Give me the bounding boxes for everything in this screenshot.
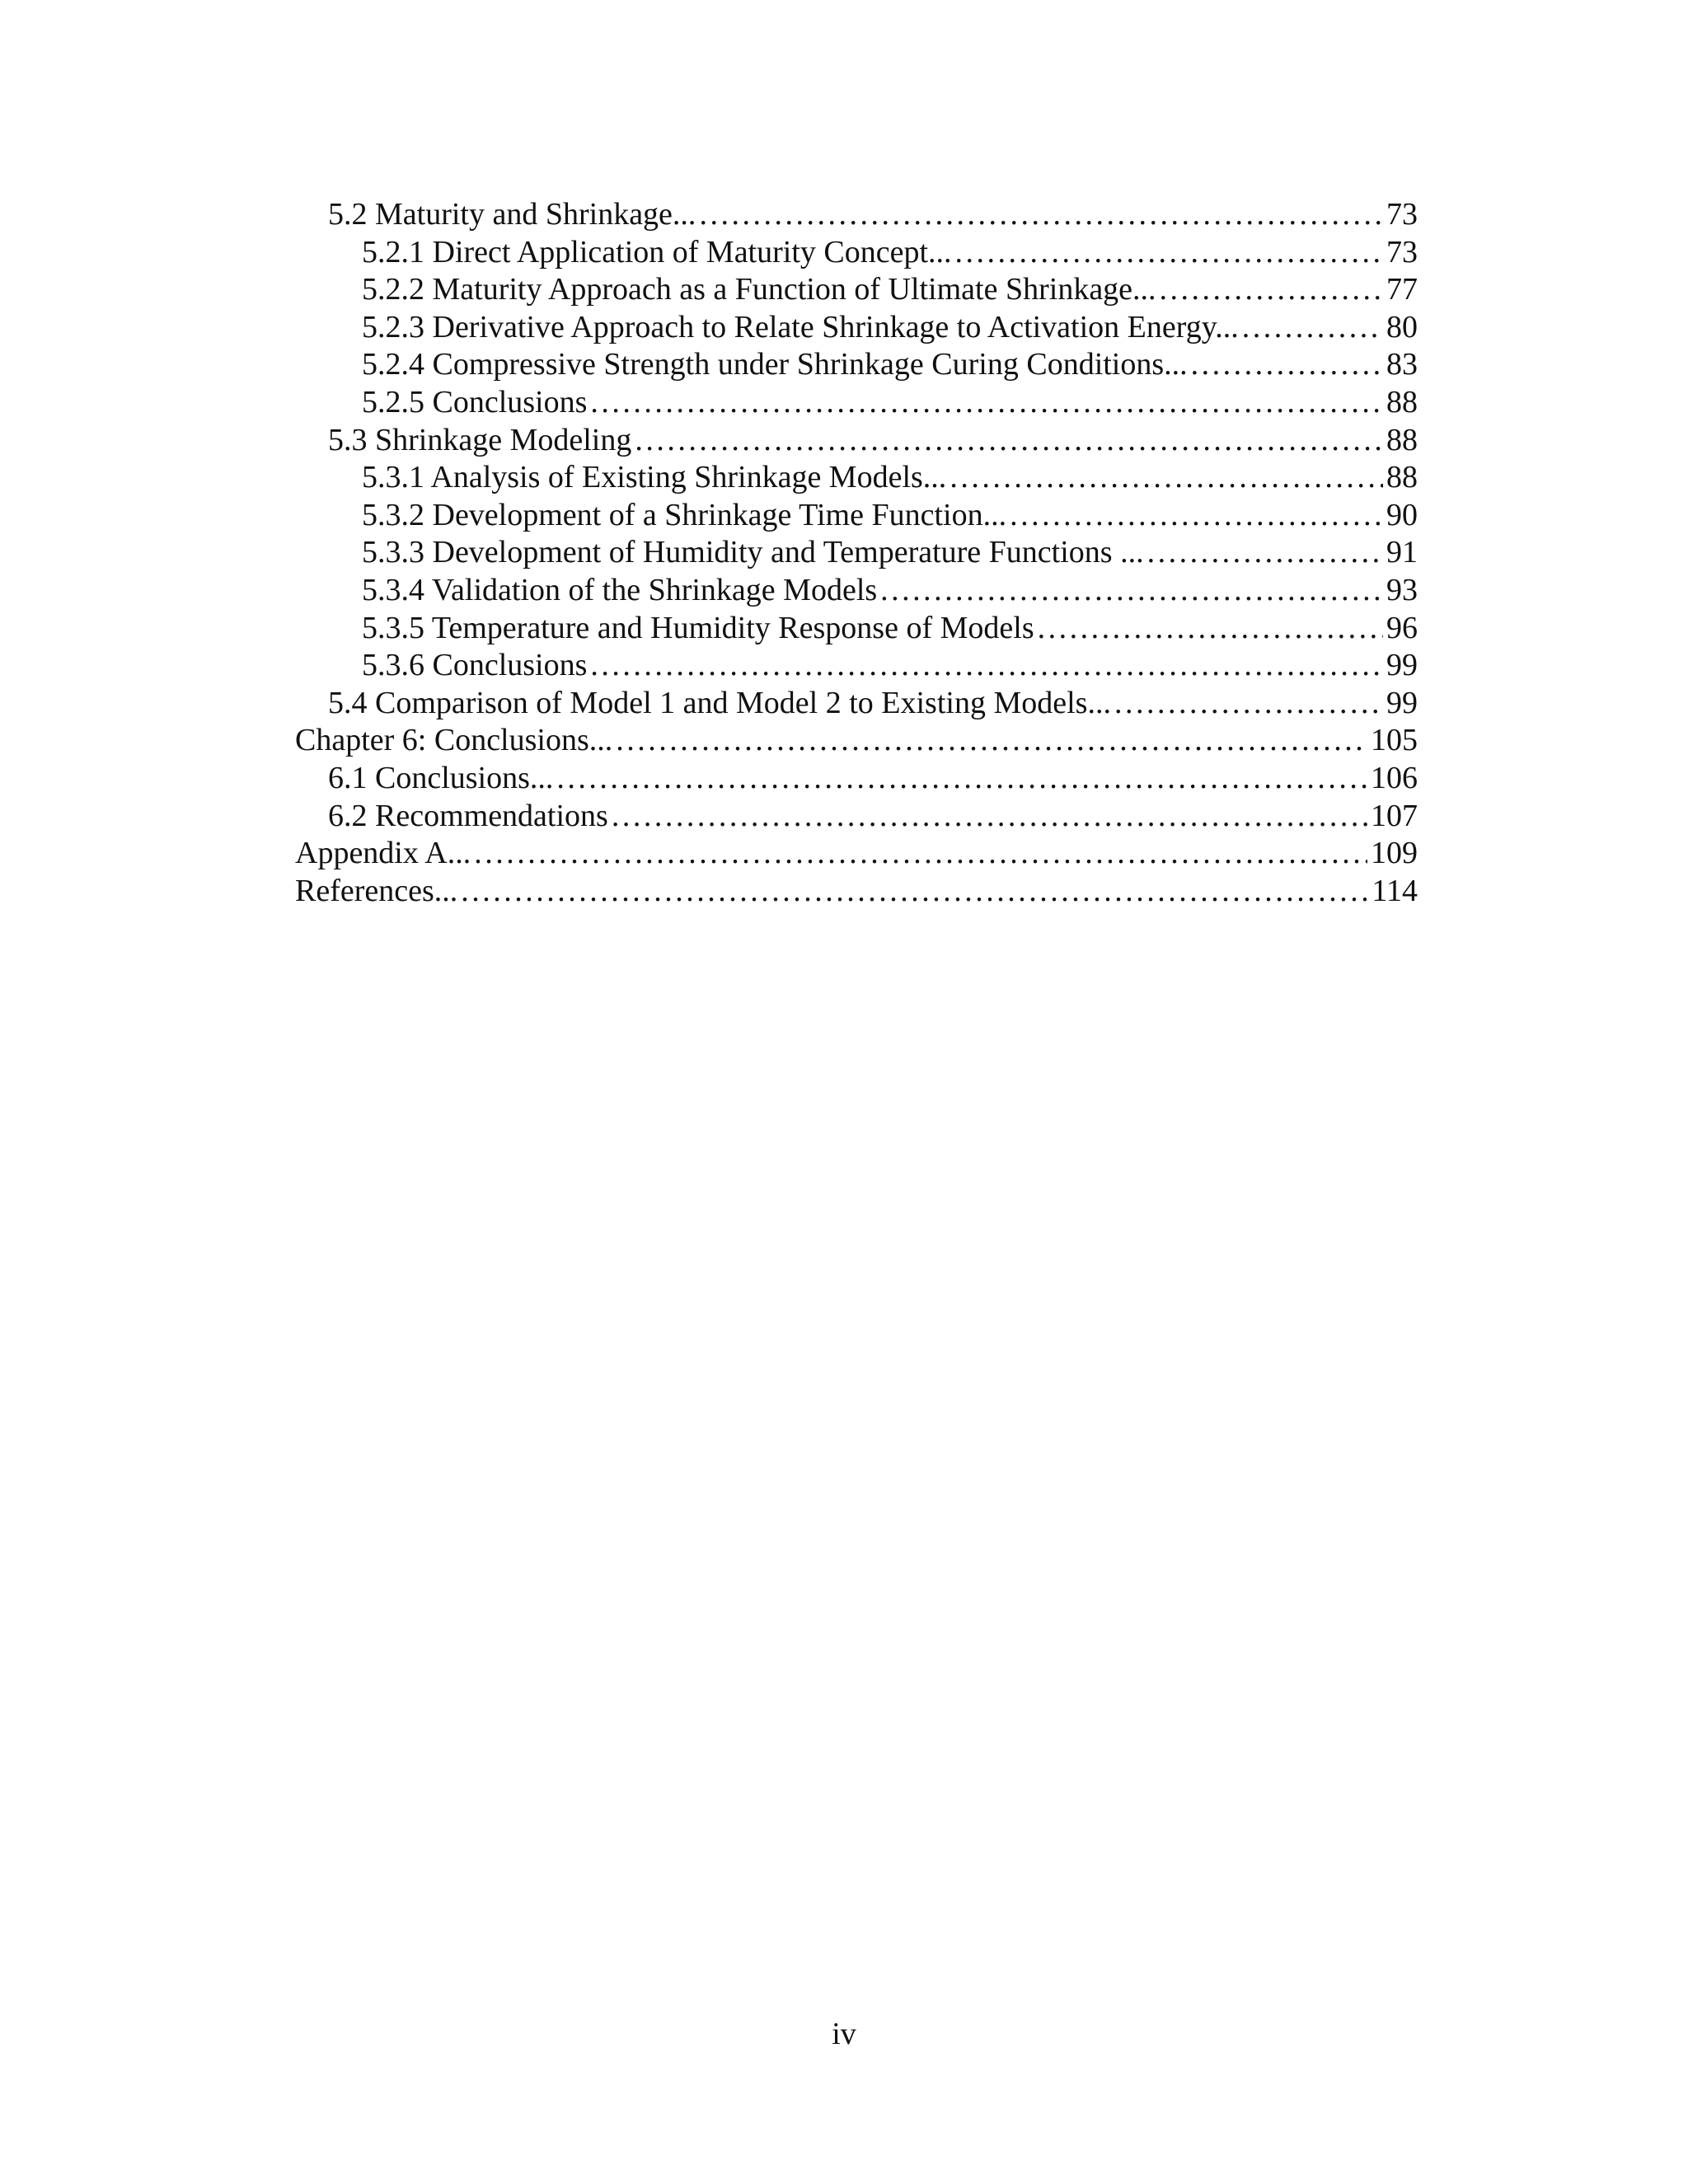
dot-leader	[950, 459, 1383, 497]
toc-entry-page: 83	[1386, 347, 1418, 382]
toc-entry-page: 77	[1386, 272, 1418, 307]
dot-leader	[1191, 346, 1383, 384]
dot-leader	[880, 572, 1383, 610]
dot-leader	[1147, 534, 1383, 572]
toc-entry-title: 5.3.5 Temperature and Humidity Response of Models	[362, 610, 1034, 645]
toc-entry-6-1	[295, 760, 1418, 798]
dot-leader	[616, 722, 1367, 760]
toc-entry-page: 109	[1371, 836, 1418, 871]
toc-entry-5-2-4	[295, 346, 1418, 384]
dot-leader	[1160, 271, 1383, 309]
toc-entry-title: 5.2.2 Maturity Approach as a Function of Ultimate Shrinkage...	[362, 272, 1156, 307]
toc-entry-page: 114	[1372, 873, 1418, 908]
toc-entry-5-2-2	[295, 271, 1418, 309]
dot-leader	[461, 873, 1368, 911]
dot-leader	[955, 234, 1383, 272]
dot-leader	[1114, 685, 1383, 723]
toc-entry-title: 5.3.4 Validation of the Shrinkage Models	[362, 572, 878, 607]
dot-leader	[590, 384, 1383, 422]
toc-entry-title: 5.3.1 Analysis of Existing Shrinkage Models...	[362, 460, 947, 495]
dot-leader	[1038, 610, 1383, 648]
toc-entry-references	[295, 873, 1418, 911]
dot-leader	[1010, 497, 1383, 535]
toc-entry-5-2-3	[295, 309, 1418, 347]
toc-entry-appendix-a	[295, 835, 1418, 873]
toc-entry-title: 6.1 Conclusions...	[328, 760, 554, 795]
toc-entry-5-3-4	[295, 572, 1418, 610]
dot-leader	[590, 647, 1383, 685]
dot-leader	[612, 798, 1367, 836]
toc-entry-title: Chapter 6: Conclusions...	[295, 723, 613, 758]
toc-entry-5-2-1	[295, 234, 1418, 272]
toc-entry-5-2	[295, 196, 1418, 234]
toc-entry-page: 99	[1386, 685, 1418, 720]
toc-entry-page: 91	[1386, 535, 1418, 570]
toc-entry-5-3-2	[295, 497, 1418, 535]
toc-entry-page: 73	[1386, 234, 1418, 269]
toc-entry-page: 105	[1371, 723, 1418, 758]
toc-entry-page: 73	[1386, 197, 1418, 232]
dot-leader	[474, 835, 1367, 873]
toc-entry-page: 93	[1386, 572, 1418, 607]
toc-entry-page: 96	[1386, 610, 1418, 645]
toc-entry-page: 107	[1371, 798, 1418, 833]
toc-entry-title: 6.2 Recommendations	[328, 798, 608, 833]
toc-entry-title: Appendix A...	[295, 836, 471, 871]
dot-leader	[556, 760, 1367, 798]
toc-entry-6-2	[295, 798, 1418, 836]
toc-entry-page: 88	[1386, 422, 1418, 457]
toc-entry-page: 80	[1386, 309, 1418, 344]
toc-entry-title: 5.3 Shrinkage Modeling	[328, 422, 632, 457]
toc-entry-title: 5.2.1 Direct Application of Maturity Concept...	[362, 234, 952, 269]
toc-entry-5-3-6	[295, 647, 1418, 685]
dot-leader	[699, 196, 1383, 234]
toc-entry-5-3-3	[295, 534, 1418, 572]
toc-entry-page: 88	[1386, 460, 1418, 495]
table-of-contents	[295, 196, 1418, 910]
toc-entry-title: References...	[295, 873, 458, 908]
toc-entry-5-4	[295, 685, 1418, 723]
dot-leader	[635, 422, 1383, 460]
toc-entry-5-3-1	[295, 459, 1418, 497]
toc-entry-page: 99	[1386, 648, 1418, 683]
toc-entry-page: 88	[1386, 384, 1418, 419]
dot-leader	[1242, 309, 1383, 347]
toc-entry-chapter-6	[295, 722, 1418, 760]
page-number: iv	[832, 2017, 856, 2051]
toc-entry-title: 5.3.6 Conclusions	[362, 648, 588, 683]
toc-entry-page: 106	[1371, 760, 1418, 795]
toc-entry-5-2-5	[295, 384, 1418, 422]
toc-entry-title: 5.3.3 Development of Humidity and Temperature Functions ...	[362, 535, 1144, 570]
toc-entry-title: 5.3.2 Development of a Shrinkage Time Function...	[362, 497, 1007, 532]
toc-entry-title: 5.4 Comparison of Model 1 and Model 2 to Existing Models...	[328, 685, 1111, 720]
toc-entry-5-3-5	[295, 610, 1418, 648]
toc-entry-5-3	[295, 422, 1418, 460]
toc-entry-title: 5.2.4 Compressive Strength under Shrinkage Curing Conditions...	[362, 347, 1188, 382]
toc-entry-title: 5.2 Maturity and Shrinkage...	[328, 197, 696, 232]
toc-entry-page: 90	[1386, 497, 1418, 532]
toc-entry-title: 5.2.3 Derivative Approach to Relate Shrinkage to Activation Energy...	[362, 309, 1239, 344]
toc-entry-title: 5.2.5 Conclusions	[362, 384, 588, 419]
